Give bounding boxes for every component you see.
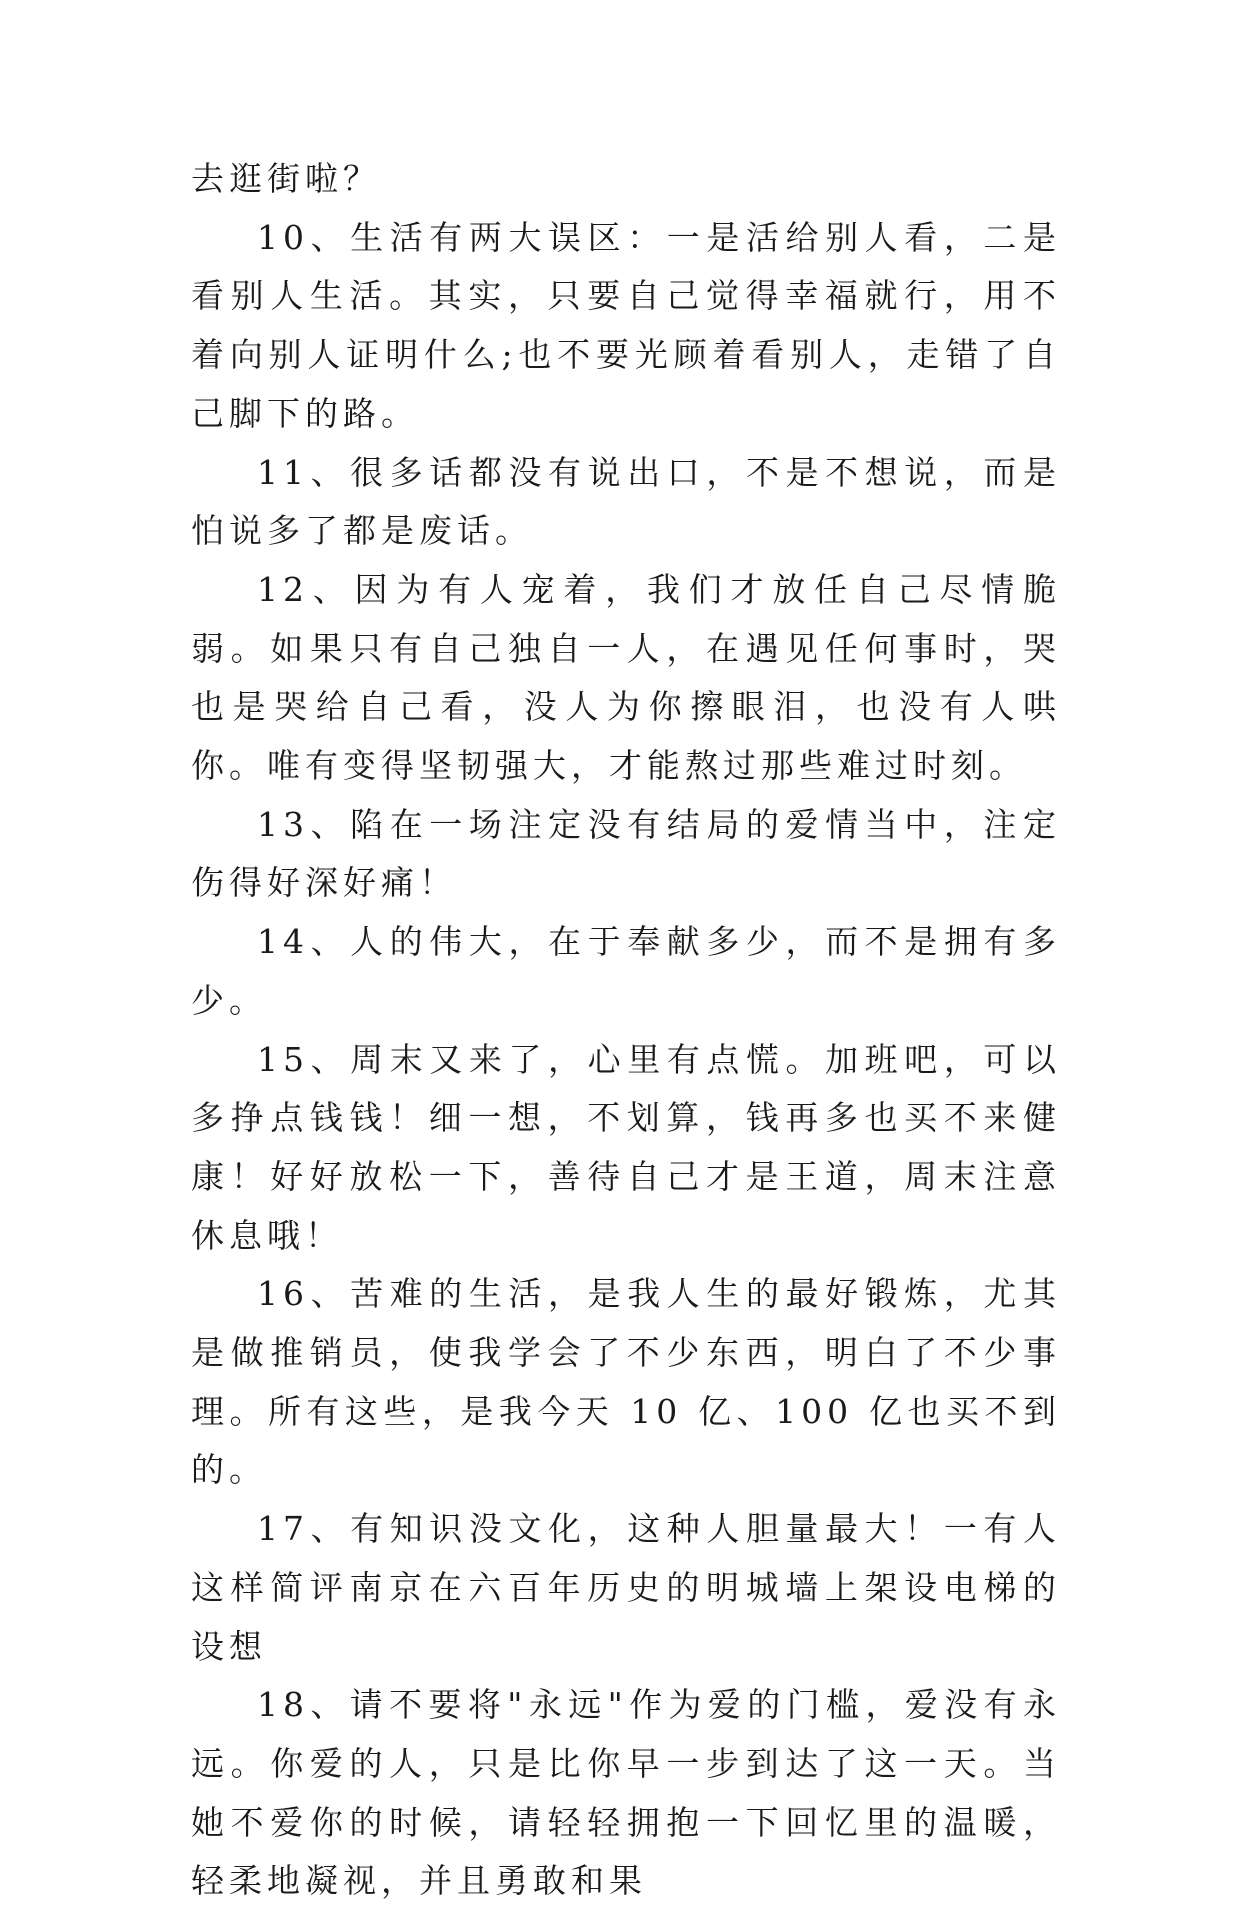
document-body: [191, 150, 1061, 1911]
paragraph-17: 17、有知识没文化，这种人胆量最大！一有人这样简评南京在六百年历史的明城墙上架设电梯的设想: [191, 1509, 1061, 1666]
paragraph-11: 11、很多话都没有说出口，不是不想说，而是怕说多了都是废话。: [191, 452, 1061, 551]
paragraph-12: 12、因为有人宠着，我们才放任自己尽情脆弱。如果只有自己独自一人，在遇见任何事时，哭也是哭给自己看，没人为你擦眼泪，也没有人哄你。唯有变得坚韧强大，才能熬过那些难过时刻。: [191, 569, 1061, 786]
paragraph-13: 13、陷在一场注定没有结局的爱情当中，注定伤得好深好痛！: [191, 804, 1061, 903]
paragraph-14: 14、人的伟大，在于奉献多少，而不是拥有多少。: [191, 922, 1061, 1020]
paragraph-10: 10、生活有两大误区：一是活给别人看，二是看别人生活。其实，只要自己觉得幸福就行，用不着向别人证明什么;也不要光顾着看别人，走错了自己脚下的路。: [191, 217, 1061, 433]
paragraph-18: 18、请不要将"永远"作为爱的门槛，爱没有永远。你爱的人，只是比你早一步到达了这一天。当她不爱你的时候，请轻轻拥抱一下回忆里的温暖，轻柔地凝视，并且勇敢和果: [191, 1685, 1061, 1901]
paragraph-continuation: 去逛街啦？: [191, 159, 381, 198]
paragraph-15: 15、周末又来了，心里有点慌。加班吧，可以多挣点钱钱！细一想，不划算，钱再多也买不来健康！好好放松一下，善待自己才是王道，周末注意休息哦！: [191, 1039, 1061, 1255]
paragraph-16: 16、苦难的生活，是我人生的最好锻炼，尤其是做推销员，使我学会了不少东西，明白了不少事理。所有这些，是我今天 10 亿、100 亿也买不到的。: [191, 1274, 1061, 1490]
